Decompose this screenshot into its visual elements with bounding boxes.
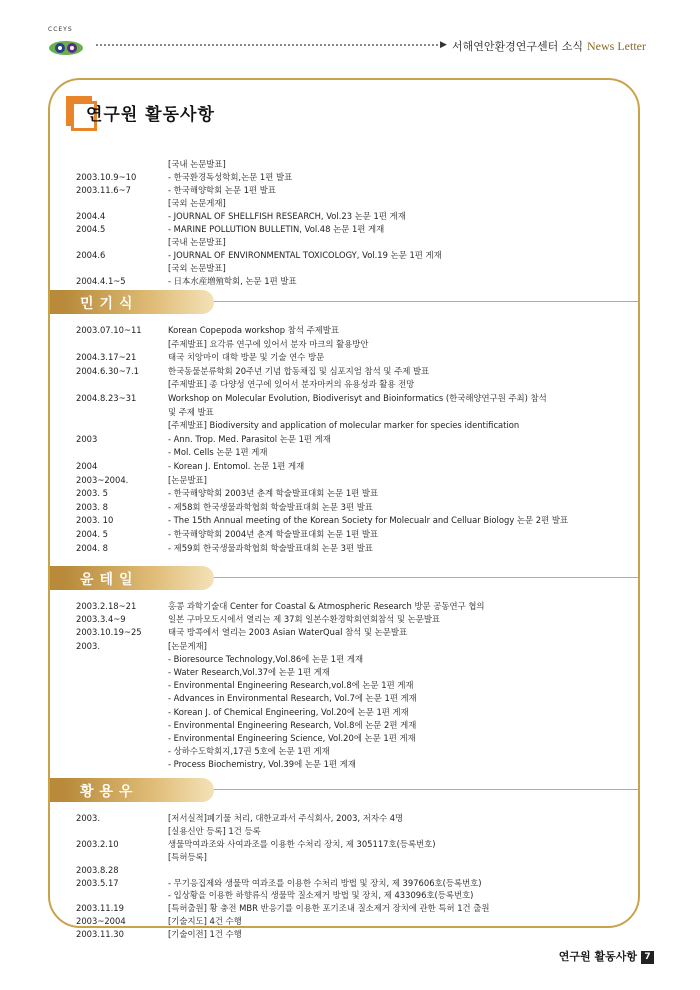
row-text: - Advances in Environmental Research, Vol.7에 논문 1편 게재 (168, 693, 417, 704)
row-text: [국외 논문게재] (168, 198, 226, 208)
row-text: - 한국해양학회 2004년 춘계 학술발표대회 논문 1편 발표 (168, 529, 379, 539)
row-date: 2003.11.6~7 (76, 185, 131, 195)
header-title (452, 38, 646, 54)
row-date: 2004.8.23~31 (76, 393, 137, 403)
row-date: 2003.10.9~10 (76, 172, 137, 182)
footer-label: 연구원 활동사항 (558, 950, 637, 963)
row-text: [논문발표] (168, 474, 207, 485)
row-text: - Mol. Cells 논문 1편 게재 (168, 447, 268, 458)
section-band (50, 778, 638, 802)
row-text: [기술이전] 1건 수행 (168, 929, 242, 940)
row-date: 2003. (76, 640, 100, 651)
row-text: [주제발표] Biodiversity and application of molecular marker for species identification (168, 420, 520, 431)
page-footer (559, 948, 654, 964)
page-title: 연구원 활동사항 (86, 105, 215, 125)
row-date: 2003.5.17 (76, 877, 119, 888)
row-date: 2004. 8 (76, 542, 108, 553)
row-text: 홍콩 과학기술대 Center for Coastal & Atmospheric Research 방문 공동연구 협의 (168, 601, 485, 611)
row-text: - Ann. Trop. Med. Parasitol 논문 1편 게재 (168, 433, 331, 444)
row-date: 2003. 10 (76, 515, 114, 526)
row-date: 2003. (76, 813, 100, 823)
row-date: 2003 (76, 433, 98, 444)
row-date: 2003.07.10~11 (76, 325, 142, 335)
row-date: 2004 (76, 461, 98, 471)
header-title-ko: 서해연안환경연구센터 소식 (452, 40, 584, 53)
row-text: - MARINE POLLUTION BULLETIN, Vol.48 논문 1편 게재 (168, 224, 385, 234)
row-text: - 입상황을 이용한 하향류식 생물막 질소제거 방법 및 장치, 제 433096호(등록번호) (168, 890, 474, 901)
row-date: 2004.3.17~21 (76, 352, 137, 363)
row-text: - Water Research,Vol.37에 논문 1편 게재 (168, 667, 330, 677)
row-text: [주제발표] 종 다양성 연구에 있어서 분자마커의 유용성과 활용 전망 (168, 379, 415, 390)
row-date: 2003.11.19 (76, 903, 124, 914)
row-date: 2003.2.10 (76, 838, 119, 849)
row-date: 2004.6 (76, 250, 106, 260)
row-text: - 상하수도학회지,17권 5호에 논문 1편 게재 (168, 746, 330, 757)
row-date: 2003.3.4~9 (76, 614, 126, 625)
row-text: [국내 논문발표] (168, 237, 226, 247)
logo-mark-icon (46, 30, 86, 56)
row-date: 2003~2004 (76, 916, 126, 927)
row-text: - Environmental Engineering Research, Vol.8에 논문 2편 게재 (168, 719, 417, 730)
row-text: - JOURNAL OF SHELLFISH RESEARCH, Vol.23 논문 1편 게재 (168, 211, 406, 221)
row-text: - 한국환경독성학회,논문 1편 발표 (168, 172, 293, 182)
row-date: 2003.10.19~25 (76, 627, 142, 638)
row-date: 2004.4 (76, 211, 106, 221)
row-text: - JOURNAL OF ENVIRONMENTAL TOXICOLOGY, Vol.19 논문 1편 게재 (168, 250, 442, 260)
row-text: 태국 치앙마이 대학 방문 및 기술 연수 방문 (168, 352, 325, 363)
row-text: [주제발표] 요각류 연구에 있어서 분자 마크의 활용방안 (168, 338, 369, 349)
row-text: Korean Copepoda workshop 참석 주제발표 (168, 325, 339, 335)
row-text: - 제59회 한국생물과학협회 학술발표대회 논문 3편 발표 (168, 542, 373, 553)
row-text: - Environmental Engineering Research,vol.8에 논문 1편 게재 (168, 680, 414, 691)
section-band (50, 566, 638, 590)
row-text: - 日本水産増殖학회, 논문 1편 발표 (168, 276, 297, 286)
header-arrow-icon: ▶ (440, 40, 447, 50)
row-text: - Environmental Engineering Science, Vol.20에 논문 1편 게재 (168, 733, 416, 743)
row-text: - Bioresource Technology,Vol.86에 논문 1편 게재 (168, 653, 364, 664)
row-text: 일본 구마모도시에서 열리는 제 37회 일본수환경학회연회참석 및 논문발표 (168, 614, 440, 625)
row-text: - 제58회 한국생물과학협회 학술발표대회 논문 3편 발표 (168, 501, 373, 512)
section-name: 황용우 (80, 784, 139, 800)
section-name: 민기식 (80, 296, 139, 312)
row-text: - The 15th Annual meeting of the Korean Society for Molecualr and Celluar Biology 논문 2편 발표 (168, 515, 569, 526)
page-header (0, 0, 700, 70)
row-text: - 한국해양학회 2003년 춘계 학술발표대회 논문 1편 발표 (168, 488, 379, 499)
row-text: - Korean J. Entomol. 논문 1편 게재 (168, 461, 305, 471)
row-text: [국외 논문발표] (168, 263, 226, 273)
center-logo (46, 26, 86, 56)
row-text: [저서실적]폐기물 처리, 대한교과서 주식회사, 2003, 저자수 4명 (168, 813, 404, 823)
row-date: 2003~2004. (76, 474, 129, 485)
section-band (50, 290, 638, 314)
row-text: - 한국해양학회 논문 1편 발표 (168, 185, 276, 195)
row-date: 2004.5 (76, 224, 106, 234)
row-text: [국내 논문발표] (168, 159, 226, 169)
row-date: 2003. 8 (76, 501, 108, 512)
row-date: 2003.11.30 (76, 929, 124, 940)
logo-text: CCEYS (48, 26, 73, 33)
row-text: 한국동물분류학회 20주년 기념 합동채집 및 심포지엄 참석 및 주제 발표 (168, 365, 430, 376)
row-text: 태국 방콕에서 열리는 2003 Asian WaterQual 참석 및 논문발표 (168, 627, 408, 638)
row-text: - Korean J. of Chemical Engineering, Vol.20에 논문 1편 게재 (168, 706, 409, 717)
header-dotted-line (96, 44, 438, 46)
row-date: 2004.6.30~7.1 (76, 365, 139, 376)
header-title-en: News Letter (587, 39, 646, 53)
row-text: - 무기응집제와 생물막 여과조를 이용한 수처리 방법 및 장치, 제 397606호(등록번호) (168, 877, 482, 888)
row-date: 2004.4.1~5 (76, 276, 126, 286)
row-text: - Process Biochemistry, Vol.39에 논문 1편 게재 (168, 759, 356, 770)
page-number: 7 (641, 951, 654, 964)
row-text: [논문게재] (168, 640, 207, 651)
row-text: [특허등록] (168, 851, 207, 862)
row-date: 2004. 5 (76, 529, 108, 539)
row-date: 2003.8.28 (76, 864, 119, 875)
row-text: [실용신안 등록] 1건 등록 (168, 825, 261, 836)
section-name: 윤테일 (80, 572, 139, 588)
row-text: 및 주제 발표 (168, 406, 214, 417)
row-date: 2003.2.18~21 (76, 601, 137, 611)
row-text: [기술지도] 4건 수행 (168, 916, 242, 927)
row-text: Workshop on Molecular Evolution, Biodiverisyt and Bioinformatics (한국해양연구원 주최) 참석 (168, 393, 547, 403)
row-text: 생물막여과조와 사여과조를 이용한 수처리 장치, 제 305117호(등록번호) (168, 838, 436, 849)
row-date: 2003. 5 (76, 488, 108, 499)
row-text: [특허출원] 황 충전 MBR 반응기를 이용한 포기조내 질소제거 장치에 관한 특허 1건 출원 (168, 903, 490, 914)
